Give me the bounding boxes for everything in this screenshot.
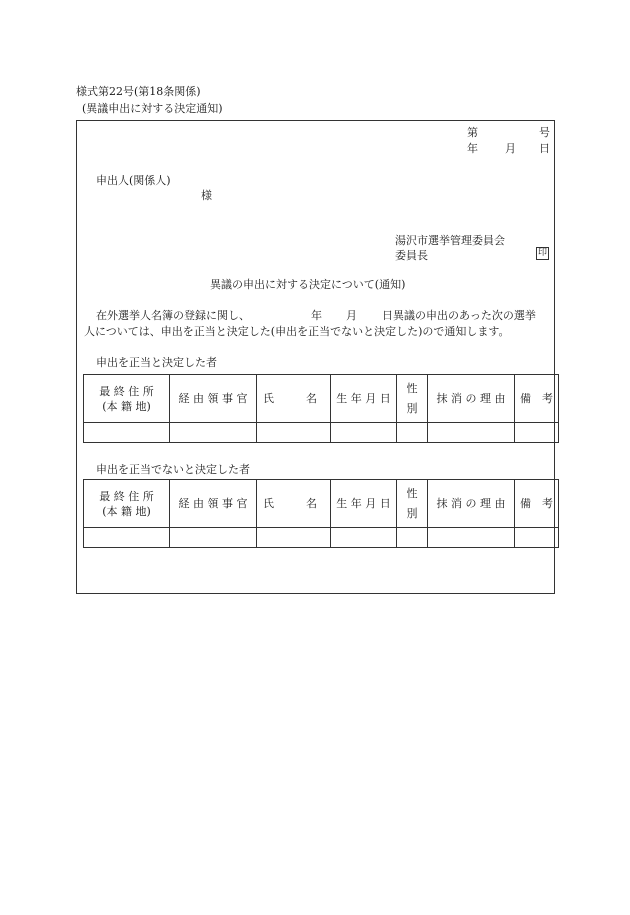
section-valid-heading: 申出を正当と決定した者 (96, 356, 217, 369)
date-year: 年 (467, 142, 478, 155)
col-address-line2: (本 籍 地) (102, 504, 151, 518)
cell-name[interactable] (257, 423, 331, 443)
col-address (84, 375, 170, 423)
date-day: 日 (539, 142, 550, 155)
col-birth: 生 年 月 日 (331, 375, 397, 423)
sender-title: 委員長 (395, 249, 428, 262)
table-header-row (84, 375, 559, 423)
cell-address[interactable] (84, 423, 170, 443)
col-name (257, 375, 331, 423)
col-remarks: 備 考 (515, 480, 559, 528)
col-sex-line1: 性 (406, 486, 418, 500)
number-suffix: 号 (539, 126, 550, 139)
table-row (84, 528, 559, 548)
col-remarks: 備 考 (515, 375, 559, 423)
cell-sex[interactable] (397, 423, 428, 443)
form-subtitle: (異議申出に対する決定通知) (82, 102, 223, 115)
table-row (84, 423, 559, 443)
col-sex-line2: 別 (406, 401, 418, 415)
notice-body-2: 人については、申出を正当と決定した(申出を正当でないと決定した)ので通知します。 (84, 325, 510, 338)
col-reason: 抹 消 の 理 由 (428, 480, 515, 528)
cell-consul[interactable] (170, 528, 257, 548)
cell-name[interactable] (257, 528, 331, 548)
col-address-line2: (本 籍 地) (102, 399, 151, 413)
cell-sex[interactable] (397, 528, 428, 548)
col-consul: 経 由 領 事 官 (170, 375, 257, 423)
col-consul: 経 由 領 事 官 (170, 480, 257, 528)
cell-remarks[interactable] (515, 423, 559, 443)
col-address-line1: 最 終 住 所 (99, 384, 154, 398)
col-name (257, 480, 331, 528)
col-name-a: 氏 (263, 497, 274, 510)
cell-address[interactable] (84, 528, 170, 548)
invalid-table (83, 479, 559, 548)
recipient-honorific: 様 (201, 189, 212, 202)
col-sex (397, 480, 428, 528)
form-id: 様式第22号(第18条関係) (76, 85, 201, 98)
col-address (84, 480, 170, 528)
valid-table (83, 374, 559, 443)
col-name-b: 名 (306, 497, 317, 510)
section-invalid-heading: 申出を正当でないと決定した者 (96, 463, 250, 476)
cell-consul[interactable] (170, 423, 257, 443)
date-month: 月 (505, 142, 516, 155)
notice-body-1-year: 年 (311, 309, 322, 322)
col-birth: 生 年 月 日 (331, 480, 397, 528)
notice-body-1a: 在外選挙人名簿の登録に関し、 (96, 309, 250, 322)
notice-title: 異議の申出に対する決定について(通知) (210, 278, 406, 291)
col-sex-line1: 性 (406, 381, 418, 395)
table-header-row (84, 480, 559, 528)
cell-reason[interactable] (428, 423, 515, 443)
number-prefix: 第 (467, 126, 478, 139)
cell-birth[interactable] (331, 528, 397, 548)
col-address-line1: 最 終 住 所 (99, 489, 154, 503)
col-name-a: 氏 (263, 392, 274, 405)
seal-mark: 印 (537, 248, 547, 258)
notice-body-1-month: 月 (346, 309, 357, 322)
cell-reason[interactable] (428, 528, 515, 548)
col-sex (397, 375, 428, 423)
cell-birth[interactable] (331, 423, 397, 443)
sender-organization: 湯沢市選挙管理委員会 (395, 234, 505, 247)
notice-body-1b: 日異議の申出のあった次の選挙 (382, 309, 536, 322)
recipient-label: 申出人(関係人) (96, 174, 171, 187)
cell-remarks[interactable] (515, 528, 559, 548)
col-name-b: 名 (306, 392, 317, 405)
col-sex-line2: 別 (406, 506, 418, 520)
col-reason: 抹 消 の 理 由 (428, 375, 515, 423)
